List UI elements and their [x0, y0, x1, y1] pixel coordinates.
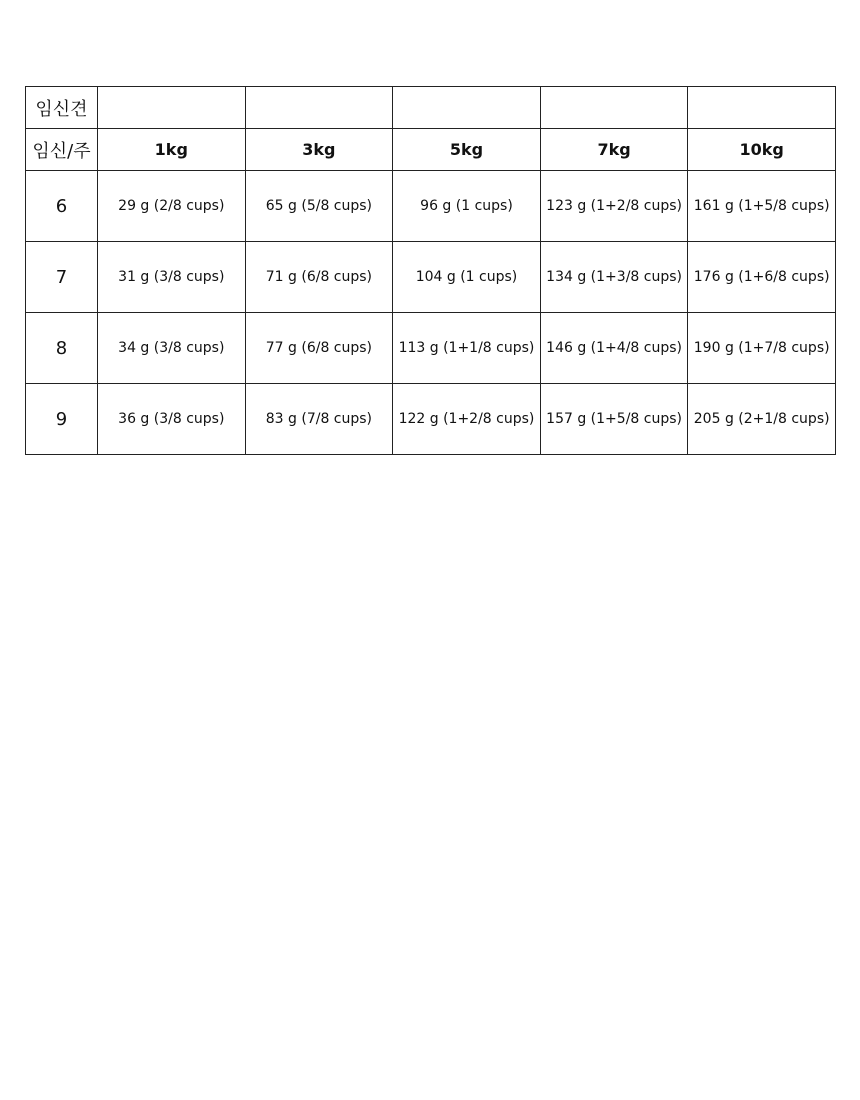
table-cell: 96 g (1 cups) — [393, 171, 541, 242]
title-row — [26, 87, 836, 129]
week-label: 8 — [26, 313, 98, 384]
weight-header-5kg: 5kg — [393, 129, 541, 171]
empty-title-cell — [688, 87, 836, 129]
table-cell: 77 g (6/8 cups) — [245, 313, 393, 384]
table-cell: 34 g (3/8 cups) — [98, 313, 246, 384]
table-cell: 205 g (2+1/8 cups) — [688, 384, 836, 455]
empty-title-cell — [245, 87, 393, 129]
table-cell: 113 g (1+1/8 cups) — [393, 313, 541, 384]
table-cell: 104 g (1 cups) — [393, 242, 541, 313]
table-cell: 31 g (3/8 cups) — [98, 242, 246, 313]
table-cell: 83 g (7/8 cups) — [245, 384, 393, 455]
empty-title-cell — [98, 87, 246, 129]
table-cell: 161 g (1+5/8 cups) — [688, 171, 836, 242]
table-cell: 36 g (3/8 cups) — [98, 384, 246, 455]
weight-header-row — [26, 129, 836, 171]
weight-header-7kg: 7kg — [540, 129, 688, 171]
table-row-week-6 — [26, 171, 836, 242]
table-cell: 157 g (1+5/8 cups) — [540, 384, 688, 455]
table-cell: 65 g (5/8 cups) — [245, 171, 393, 242]
table-row-week-8 — [26, 313, 836, 384]
table-cell: 29 g (2/8 cups) — [98, 171, 246, 242]
table-cell: 134 g (1+3/8 cups) — [540, 242, 688, 313]
table-row-week-7 — [26, 242, 836, 313]
week-label: 6 — [26, 171, 98, 242]
title-label: 임신견 — [26, 87, 98, 129]
table-cell: 123 g (1+2/8 cups) — [540, 171, 688, 242]
table-cell: 122 g (1+2/8 cups) — [393, 384, 541, 455]
weight-header-10kg: 10kg — [688, 129, 836, 171]
table-cell: 190 g (1+7/8 cups) — [688, 313, 836, 384]
table-cell: 146 g (1+4/8 cups) — [540, 313, 688, 384]
empty-title-cell — [540, 87, 688, 129]
week-label: 9 — [26, 384, 98, 455]
weight-header-3kg: 3kg — [245, 129, 393, 171]
table-cell: 176 g (1+6/8 cups) — [688, 242, 836, 313]
empty-title-cell — [393, 87, 541, 129]
table-row-week-9 — [26, 384, 836, 455]
pregnant-dog-feeding-table — [25, 86, 836, 455]
corner-label: 임신/주 — [26, 129, 98, 171]
week-label: 7 — [26, 242, 98, 313]
table-cell: 71 g (6/8 cups) — [245, 242, 393, 313]
weight-header-1kg: 1kg — [98, 129, 246, 171]
